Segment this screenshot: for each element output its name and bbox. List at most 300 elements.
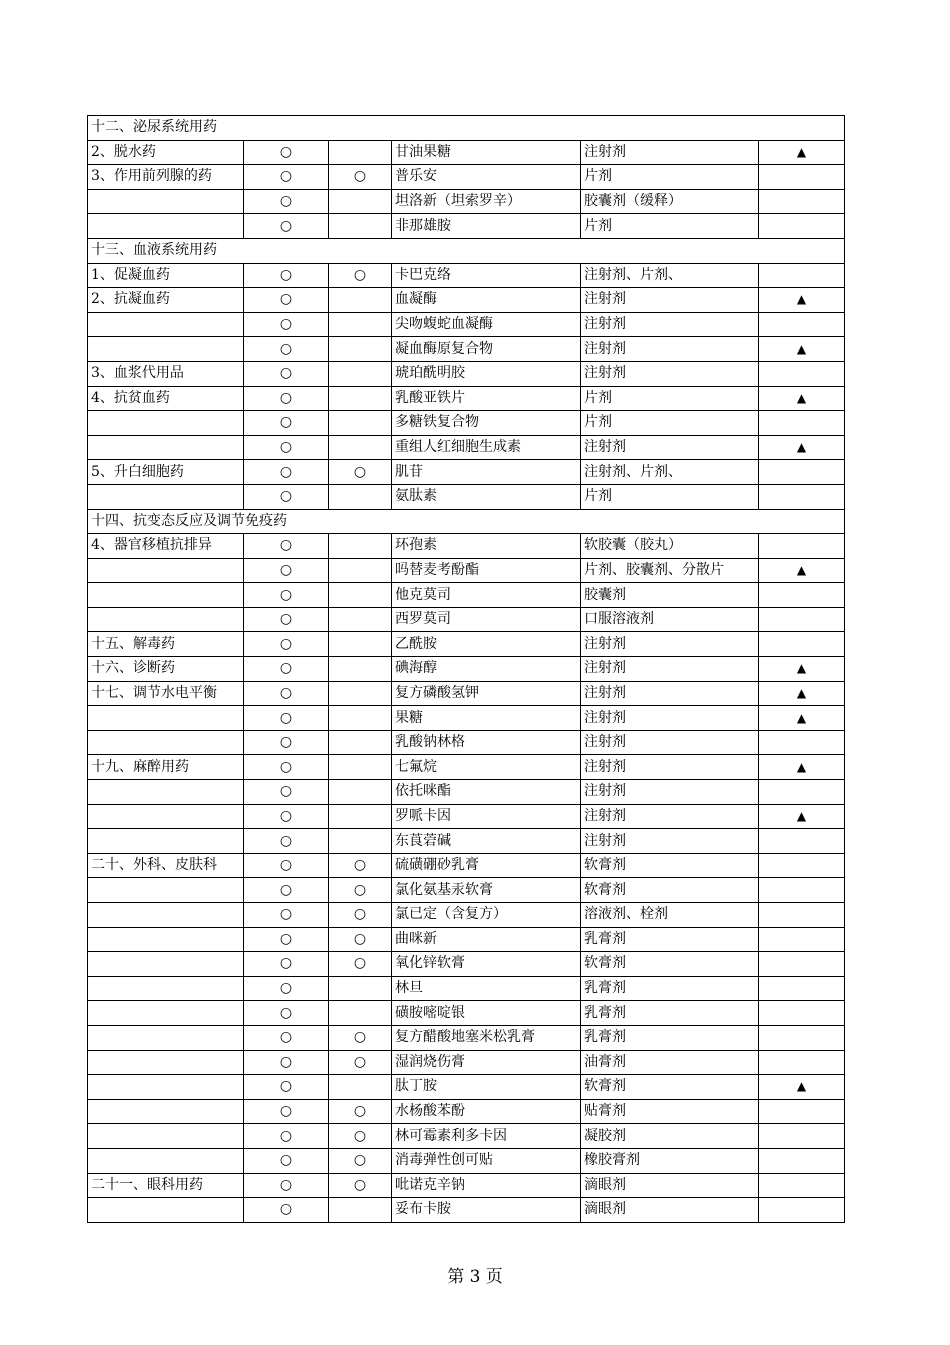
mark-circle-cell: ○ (329, 1124, 392, 1149)
triangle-mark-cell: ▲ (759, 386, 845, 411)
category-cell: 4、抗贫血药 (88, 386, 244, 411)
dosage-form-cell: 橡胶膏剂 (581, 1148, 759, 1173)
mark-circle-cell (329, 1075, 392, 1100)
dosage-form-cell: 滴眼剂 (581, 1198, 759, 1223)
mark-circle-cell (329, 337, 392, 362)
mark-circle-cell: ○ (329, 878, 392, 903)
drug-name-cell: 妥布卡胺 (392, 1198, 581, 1223)
table-row (88, 583, 845, 608)
mark-circle-cell (329, 1198, 392, 1223)
mark-circle-cell: ○ (244, 140, 329, 165)
drug-name-cell: 多糖铁复合物 (392, 411, 581, 436)
table-row (88, 460, 845, 485)
dosage-form-cell: 注射剂 (581, 288, 759, 313)
drug-name-cell: 依托咪酯 (392, 780, 581, 805)
drug-name-cell: 乳酸钠林格 (392, 730, 581, 755)
table-row (88, 976, 845, 1001)
triangle-mark-cell: ▲ (759, 755, 845, 780)
drug-name-cell: 东莨菪碱 (392, 829, 581, 854)
triangle-mark-cell (759, 853, 845, 878)
section-title: 十三、血液系统用药 (88, 238, 845, 263)
drug-name-cell: 血凝酶 (392, 288, 581, 313)
section-header-row (88, 116, 845, 141)
category-cell: 1、促凝血药 (88, 263, 244, 288)
mark-circle-cell: ○ (244, 337, 329, 362)
mark-circle-cell: ○ (244, 1173, 329, 1198)
mark-circle-cell: ○ (329, 1173, 392, 1198)
dosage-form-cell: 注射剂 (581, 829, 759, 854)
mark-circle-cell: ○ (244, 903, 329, 928)
table-row (88, 484, 845, 509)
category-cell (88, 927, 244, 952)
page-number: 第 3 页 (447, 1267, 503, 1287)
drug-name-cell: 卡巴克络 (392, 263, 581, 288)
section-header-row (88, 509, 845, 534)
table-row (88, 927, 845, 952)
dosage-form-cell: 片剂、胶囊剂、分散片 (581, 558, 759, 583)
table-row (88, 140, 845, 165)
mark-circle-cell: ○ (329, 903, 392, 928)
table-row (88, 657, 845, 682)
mark-circle-cell (329, 435, 392, 460)
mark-circle-cell: ○ (244, 829, 329, 854)
dosage-form-cell: 片剂 (581, 386, 759, 411)
category-cell: 2、脱水药 (88, 140, 244, 165)
table-row (88, 534, 845, 559)
triangle-mark-cell (759, 1099, 845, 1124)
mark-circle-cell (329, 411, 392, 436)
triangle-mark-cell (759, 632, 845, 657)
category-cell: 十六、诊断药 (88, 657, 244, 682)
table-row (88, 435, 845, 460)
mark-circle-cell: ○ (329, 853, 392, 878)
mark-circle-cell: ○ (244, 484, 329, 509)
table-row (88, 1050, 845, 1075)
dosage-form-cell: 片剂 (581, 484, 759, 509)
mark-circle-cell (329, 214, 392, 239)
table-row (88, 829, 845, 854)
triangle-mark-cell (759, 484, 845, 509)
category-cell (88, 484, 244, 509)
mark-circle-cell: ○ (244, 681, 329, 706)
dosage-form-cell: 注射剂 (581, 361, 759, 386)
triangle-mark-cell (759, 361, 845, 386)
table-row (88, 1173, 845, 1198)
mark-circle-cell: ○ (244, 976, 329, 1001)
mark-circle-cell (329, 361, 392, 386)
triangle-mark-cell: ▲ (759, 681, 845, 706)
triangle-mark-cell (759, 730, 845, 755)
mark-circle-cell: ○ (329, 952, 392, 977)
triangle-mark-cell (759, 189, 845, 214)
triangle-mark-cell (759, 927, 845, 952)
mark-circle-cell: ○ (329, 1050, 392, 1075)
dosage-form-cell: 溶液剂、栓剂 (581, 903, 759, 928)
category-cell (88, 730, 244, 755)
drug-name-cell: 甘油果糖 (392, 140, 581, 165)
dosage-form-cell: 注射剂 (581, 804, 759, 829)
mark-circle-cell (329, 312, 392, 337)
dosage-form-cell: 胶囊剂（缓释） (581, 189, 759, 214)
mark-circle-cell: ○ (244, 607, 329, 632)
drug-name-cell: 环孢素 (392, 534, 581, 559)
mark-circle-cell: ○ (244, 657, 329, 682)
mark-circle-cell: ○ (244, 312, 329, 337)
triangle-mark-cell (759, 411, 845, 436)
table-row (88, 1001, 845, 1026)
mark-circle-cell (329, 140, 392, 165)
category-cell (88, 1198, 244, 1223)
mark-circle-cell: ○ (329, 927, 392, 952)
drug-name-cell: 氯已定（含复方） (392, 903, 581, 928)
category-cell: 5、升白细胞药 (88, 460, 244, 485)
drug-name-cell: 湿润烧伤膏 (392, 1050, 581, 1075)
category-cell: 2、抗凝血药 (88, 288, 244, 313)
dosage-form-cell: 片剂 (581, 411, 759, 436)
category-cell (88, 1075, 244, 1100)
table-row (88, 411, 845, 436)
category-cell (88, 214, 244, 239)
category-cell (88, 1099, 244, 1124)
mark-circle-cell: ○ (244, 558, 329, 583)
table-row (88, 386, 845, 411)
table-row (88, 263, 845, 288)
mark-circle-cell (329, 583, 392, 608)
category-cell (88, 607, 244, 632)
drug-name-cell: 复方磷酸氢钾 (392, 681, 581, 706)
dosage-form-cell: 软膏剂 (581, 853, 759, 878)
mark-circle-cell: ○ (244, 878, 329, 903)
mark-circle-cell: ○ (244, 460, 329, 485)
dosage-form-cell: 滴眼剂 (581, 1173, 759, 1198)
mark-circle-cell: ○ (244, 730, 329, 755)
drug-name-cell: 林可霉素利多卡因 (392, 1124, 581, 1149)
category-cell (88, 1050, 244, 1075)
category-cell (88, 435, 244, 460)
category-cell (88, 189, 244, 214)
category-cell (88, 558, 244, 583)
dosage-form-cell: 贴膏剂 (581, 1099, 759, 1124)
category-cell (88, 1148, 244, 1173)
mark-circle-cell (329, 976, 392, 1001)
drug-name-cell: 吗替麦考酚酯 (392, 558, 581, 583)
mark-circle-cell: ○ (244, 165, 329, 190)
dosage-form-cell: 软胶囊（胶丸） (581, 534, 759, 559)
table-row (88, 337, 845, 362)
triangle-mark-cell: ▲ (759, 1075, 845, 1100)
mark-circle-cell: ○ (244, 755, 329, 780)
table-row (88, 607, 845, 632)
mark-circle-cell: ○ (329, 165, 392, 190)
mark-circle-cell: ○ (244, 706, 329, 731)
table-row (88, 1075, 845, 1100)
triangle-mark-cell (759, 1050, 845, 1075)
category-cell (88, 1001, 244, 1026)
category-cell: 4、器官移植抗排异 (88, 534, 244, 559)
table-row (88, 1198, 845, 1223)
drug-name-cell: 普乐安 (392, 165, 581, 190)
mark-circle-cell: ○ (244, 1025, 329, 1050)
triangle-mark-cell (759, 1001, 845, 1026)
triangle-mark-cell: ▲ (759, 140, 845, 165)
section-title: 十二、泌尿系统用药 (88, 116, 845, 141)
drug-list-table (87, 115, 845, 1223)
dosage-form-cell: 软膏剂 (581, 878, 759, 903)
dosage-form-cell: 注射剂 (581, 312, 759, 337)
triangle-mark-cell (759, 952, 845, 977)
category-cell (88, 312, 244, 337)
dosage-form-cell: 油膏剂 (581, 1050, 759, 1075)
drug-name-cell: 肽丁胺 (392, 1075, 581, 1100)
mark-circle-cell (329, 706, 392, 731)
table-row (88, 878, 845, 903)
mark-circle-cell (329, 607, 392, 632)
category-cell (88, 829, 244, 854)
mark-circle-cell: ○ (244, 263, 329, 288)
mark-circle-cell: ○ (244, 632, 329, 657)
category-cell (88, 706, 244, 731)
triangle-mark-cell (759, 780, 845, 805)
mark-circle-cell (329, 288, 392, 313)
dosage-form-cell: 注射剂 (581, 140, 759, 165)
section-header-row (88, 238, 845, 263)
triangle-mark-cell (759, 1173, 845, 1198)
triangle-mark-cell (759, 829, 845, 854)
dosage-form-cell: 凝胶剂 (581, 1124, 759, 1149)
mark-circle-cell: ○ (244, 1148, 329, 1173)
drug-name-cell: 重组人红细胞生成素 (392, 435, 581, 460)
mark-circle-cell: ○ (244, 288, 329, 313)
mark-circle-cell: ○ (244, 1099, 329, 1124)
dosage-form-cell: 乳膏剂 (581, 1001, 759, 1026)
triangle-mark-cell (759, 165, 845, 190)
drug-name-cell: 七氟烷 (392, 755, 581, 780)
triangle-mark-cell: ▲ (759, 804, 845, 829)
drug-name-cell: 非那雄胺 (392, 214, 581, 239)
triangle-mark-cell: ▲ (759, 337, 845, 362)
table-row (88, 288, 845, 313)
table-row (88, 165, 845, 190)
table-row (88, 804, 845, 829)
mark-circle-cell: ○ (244, 1075, 329, 1100)
mark-circle-cell: ○ (244, 1124, 329, 1149)
dosage-form-cell: 注射剂 (581, 730, 759, 755)
drug-name-cell: 复方醋酸地塞米松乳膏 (392, 1025, 581, 1050)
dosage-form-cell: 乳膏剂 (581, 1025, 759, 1050)
drug-name-cell: 凝血酶原复合物 (392, 337, 581, 362)
category-cell: 十九、麻醉用药 (88, 755, 244, 780)
table-row (88, 780, 845, 805)
category-cell (88, 780, 244, 805)
mark-circle-cell (329, 558, 392, 583)
table-row (88, 952, 845, 977)
table-row (88, 1148, 845, 1173)
mark-circle-cell (329, 534, 392, 559)
mark-circle-cell: ○ (244, 1001, 329, 1026)
triangle-mark-cell (759, 903, 845, 928)
triangle-mark-cell (759, 460, 845, 485)
mark-circle-cell (329, 804, 392, 829)
mark-circle-cell: ○ (329, 263, 392, 288)
table-row (88, 755, 845, 780)
drug-name-cell: 乙酰胺 (392, 632, 581, 657)
drug-name-cell: 吡诺克辛钠 (392, 1173, 581, 1198)
mark-circle-cell (329, 189, 392, 214)
drug-name-cell: 罗哌卡因 (392, 804, 581, 829)
mark-circle-cell: ○ (244, 952, 329, 977)
dosage-form-cell: 乳膏剂 (581, 976, 759, 1001)
triangle-mark-cell (759, 583, 845, 608)
table-row (88, 189, 845, 214)
triangle-mark-cell (759, 1025, 845, 1050)
table-row (88, 706, 845, 731)
triangle-mark-cell (759, 1148, 845, 1173)
table-row (88, 558, 845, 583)
drug-name-cell: 琥珀酰明胶 (392, 361, 581, 386)
drug-name-cell: 乳酸亚铁片 (392, 386, 581, 411)
mark-circle-cell: ○ (329, 1148, 392, 1173)
mark-circle-cell (329, 386, 392, 411)
triangle-mark-cell (759, 1124, 845, 1149)
triangle-mark-cell: ▲ (759, 657, 845, 682)
table-row (88, 681, 845, 706)
drug-name-cell: 曲咪新 (392, 927, 581, 952)
mark-circle-cell: ○ (244, 534, 329, 559)
dosage-form-cell: 片剂 (581, 165, 759, 190)
triangle-mark-cell: ▲ (759, 288, 845, 313)
category-cell (88, 411, 244, 436)
mark-circle-cell: ○ (244, 411, 329, 436)
dosage-form-cell: 注射剂 (581, 755, 759, 780)
mark-circle-cell (329, 755, 392, 780)
category-cell: 二十、外科、皮肤科 (88, 853, 244, 878)
category-cell: 3、作用前列腺的药 (88, 165, 244, 190)
dosage-form-cell: 注射剂 (581, 435, 759, 460)
triangle-mark-cell (759, 607, 845, 632)
section-title: 十四、抗变态反应及调节免疫药 (88, 509, 845, 534)
mark-circle-cell: ○ (244, 780, 329, 805)
drug-name-cell: 碘海醇 (392, 657, 581, 682)
category-cell: 十五、解毒药 (88, 632, 244, 657)
category-cell (88, 952, 244, 977)
triangle-mark-cell: ▲ (759, 706, 845, 731)
mark-circle-cell: ○ (244, 1198, 329, 1223)
category-cell: 十七、调节水电平衡 (88, 681, 244, 706)
table-row (88, 361, 845, 386)
table-row (88, 853, 845, 878)
triangle-mark-cell (759, 312, 845, 337)
mark-circle-cell: ○ (244, 386, 329, 411)
mark-circle-cell (329, 657, 392, 682)
mark-circle-cell: ○ (244, 361, 329, 386)
category-cell (88, 878, 244, 903)
triangle-mark-cell: ▲ (759, 435, 845, 460)
dosage-form-cell: 注射剂、片剂、 (581, 263, 759, 288)
drug-name-cell: 林旦 (392, 976, 581, 1001)
drug-name-cell: 磺胺嘧啶银 (392, 1001, 581, 1026)
drug-name-cell: 他克莫司 (392, 583, 581, 608)
dosage-form-cell: 片剂 (581, 214, 759, 239)
mark-circle-cell: ○ (244, 1050, 329, 1075)
triangle-mark-cell: ▲ (759, 558, 845, 583)
dosage-form-cell: 注射剂 (581, 337, 759, 362)
drug-list-body (88, 116, 845, 1223)
mark-circle-cell: ○ (329, 1025, 392, 1050)
table-row (88, 1099, 845, 1124)
mark-circle-cell: ○ (329, 460, 392, 485)
category-cell (88, 337, 244, 362)
table-row (88, 312, 845, 337)
mark-circle-cell (329, 632, 392, 657)
category-cell (88, 976, 244, 1001)
drug-name-cell: 硫磺硼砂乳膏 (392, 853, 581, 878)
mark-circle-cell: ○ (244, 804, 329, 829)
mark-circle-cell: ○ (244, 583, 329, 608)
mark-circle-cell: ○ (244, 927, 329, 952)
drug-name-cell: 肌苷 (392, 460, 581, 485)
category-cell (88, 1025, 244, 1050)
mark-circle-cell (329, 1001, 392, 1026)
table-row (88, 1124, 845, 1149)
triangle-mark-cell (759, 214, 845, 239)
dosage-form-cell: 软膏剂 (581, 1075, 759, 1100)
drug-name-cell: 坦洛新（坦索罗辛） (392, 189, 581, 214)
dosage-form-cell: 注射剂、片剂、 (581, 460, 759, 485)
triangle-mark-cell (759, 263, 845, 288)
drug-name-cell: 氯化氨基汞软膏 (392, 878, 581, 903)
drug-name-cell: 尖吻蝮蛇血凝酶 (392, 312, 581, 337)
triangle-mark-cell (759, 534, 845, 559)
mark-circle-cell: ○ (244, 214, 329, 239)
triangle-mark-cell (759, 1198, 845, 1223)
category-cell (88, 903, 244, 928)
category-cell (88, 1124, 244, 1149)
drug-name-cell: 氧化锌软膏 (392, 952, 581, 977)
drug-name-cell: 水杨酸苯酚 (392, 1099, 581, 1124)
mark-circle-cell (329, 484, 392, 509)
mark-circle-cell: ○ (244, 435, 329, 460)
mark-circle-cell (329, 780, 392, 805)
drug-name-cell: 氨肽素 (392, 484, 581, 509)
drug-name-cell: 消毒弹性创可贴 (392, 1148, 581, 1173)
dosage-form-cell: 注射剂 (581, 681, 759, 706)
dosage-form-cell: 胶囊剂 (581, 583, 759, 608)
mark-circle-cell: ○ (329, 1099, 392, 1124)
dosage-form-cell: 软膏剂 (581, 952, 759, 977)
table-row (88, 1025, 845, 1050)
drug-name-cell: 果糖 (392, 706, 581, 731)
category-cell: 3、血浆代用品 (88, 361, 244, 386)
triangle-mark-cell (759, 976, 845, 1001)
mark-circle-cell: ○ (244, 189, 329, 214)
category-cell (88, 583, 244, 608)
triangle-mark-cell (759, 878, 845, 903)
dosage-form-cell: 注射剂 (581, 657, 759, 682)
mark-circle-cell: ○ (244, 853, 329, 878)
mark-circle-cell (329, 681, 392, 706)
table-row (88, 214, 845, 239)
dosage-form-cell: 注射剂 (581, 780, 759, 805)
mark-circle-cell (329, 730, 392, 755)
dosage-form-cell: 口服溶液剂 (581, 607, 759, 632)
mark-circle-cell (329, 829, 392, 854)
table-row (88, 730, 845, 755)
category-cell: 二十一、眼科用药 (88, 1173, 244, 1198)
table-row (88, 903, 845, 928)
dosage-form-cell: 乳膏剂 (581, 927, 759, 952)
table-row (88, 632, 845, 657)
category-cell (88, 804, 244, 829)
